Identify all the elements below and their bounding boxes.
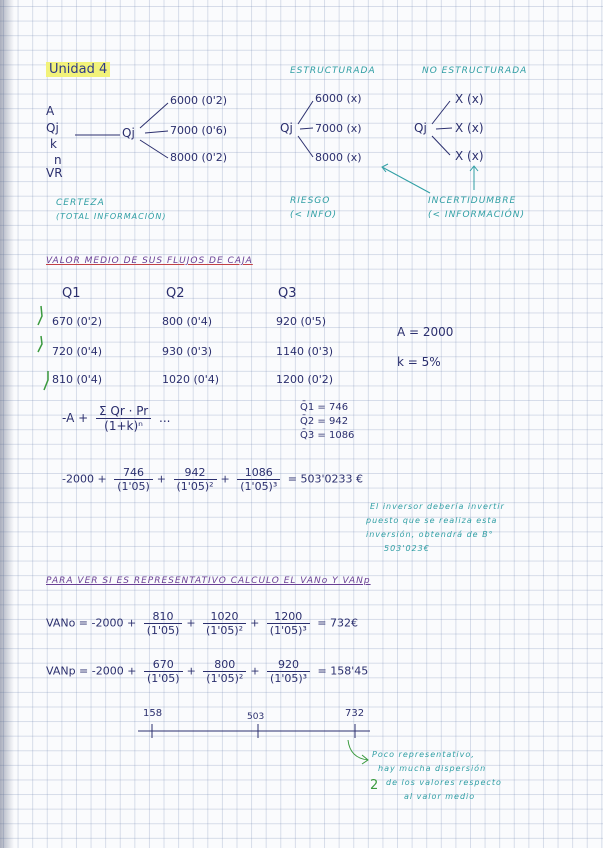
calc1-den: (1'05)	[117, 480, 150, 493]
note1-line-3: inversión, obtendrá de B°	[366, 530, 494, 539]
general-formula	[62, 404, 170, 433]
table-cell: 920 (0'5)	[276, 315, 327, 328]
section1-title: VALOR MEDIO DE SUS FLUJOS DE CAJA	[46, 256, 253, 266]
table-cell: 800 (0'4)	[162, 315, 213, 328]
table-cell: 1020 (0'4)	[162, 373, 220, 386]
table-cell: 720 (0'4)	[52, 345, 103, 358]
calc1-den: (1'05)³	[240, 480, 278, 493]
van-p-term	[144, 658, 183, 685]
calc1-term	[174, 466, 217, 493]
van-p-term	[203, 658, 246, 685]
tree2-branch-2: 7000 (x)	[315, 122, 362, 135]
van-o-den: (1'05)	[146, 624, 180, 637]
van-p-num: 670	[144, 658, 183, 672]
table-cell: 810 (0'4)	[52, 373, 103, 386]
note1-line-4: 503'023€	[384, 544, 430, 553]
tree3-branch-3: X (x)	[455, 149, 484, 163]
van-p-den: (1'05)²	[206, 672, 244, 685]
calc1-den: (1'05)²	[176, 480, 214, 493]
left-label-qj: Qj	[46, 121, 59, 135]
tree2-node: Qj	[280, 121, 293, 135]
calc1-term	[114, 466, 153, 493]
numberline-label-mid: 503	[247, 712, 265, 722]
calc1-num: 746	[114, 466, 153, 480]
tree2-branch-3: 8000 (x)	[315, 151, 362, 164]
van-p-den: (1'05)³	[270, 672, 308, 685]
tree3-branch-2: X (x)	[455, 121, 484, 135]
mean-q2: Q̄2 = 942	[300, 416, 349, 427]
note1-line-2: puesto que se realiza esta	[366, 516, 498, 525]
formula-tail: ...	[159, 411, 171, 425]
tree1-node: Qj	[122, 126, 135, 140]
note2-line-3: de los valores respecto	[386, 778, 502, 787]
van-pessimistic-calculation: VANp = -2000 + $\frac{670}{(1'05)}$ + $\frac{800}{\text{(1'05)²}}$ + $\frac{920}{\text{(1'05)³}}$ = 158'45	[46, 658, 369, 685]
note2-mark: 2	[370, 778, 379, 793]
tree3-branch-1: X (x)	[455, 92, 484, 106]
tree1-branch-2: 7000 (0'6)	[170, 124, 228, 137]
van-p-lead: -2000 +	[91, 664, 137, 678]
mean-q3: Q̄3 = 1086	[300, 430, 355, 441]
tree2-branch-1: 6000 (x)	[315, 92, 362, 105]
formula-lead: -A +	[62, 411, 89, 425]
table-cell: 1200 (0'2)	[276, 373, 334, 386]
tree1-branch-3: 8000 (0'2)	[170, 151, 228, 164]
table-header-q1: Q1	[62, 286, 81, 301]
tree3-caption-1: INCERTIDUMBRE	[428, 196, 517, 206]
note2-line-2: hay mucha dispersión	[378, 764, 487, 773]
table-cell: 1140 (0'3)	[276, 345, 334, 358]
van-o-num: 1020	[203, 610, 246, 624]
left-label-vr: VR	[46, 166, 63, 180]
numberline-label-min: 158	[143, 708, 163, 719]
calc1-result: = 503'0233 €	[287, 472, 363, 486]
calc1-num: 1086	[237, 466, 280, 480]
van-o-den: (1'05)²	[206, 624, 244, 637]
calc1-term	[237, 466, 280, 493]
van-p-num: 800	[203, 658, 246, 672]
table-cell: 670 (0'2)	[52, 315, 103, 328]
tree3-heading: NO ESTRUCTURADA	[422, 66, 528, 76]
formula-fraction	[96, 404, 151, 433]
tree2-heading: ESTRUCTURADA	[290, 66, 376, 76]
tree3-caption-2: (< INFORMACIÓN)	[428, 210, 526, 220]
van-o-term	[144, 610, 183, 637]
van-p-label: VANp =	[46, 664, 89, 678]
van-p-num: 920	[267, 658, 310, 672]
note1-line-1: El inversor debería invertir	[370, 502, 505, 511]
van-o-num: 1200	[267, 610, 310, 624]
van-o-result: = 732€	[317, 616, 359, 630]
tree1-branch-1: 6000 (0'2)	[170, 94, 228, 107]
tree2-caption-1: RIESGO	[290, 196, 331, 206]
van-o-term	[267, 610, 310, 637]
van-o-label: VANo =	[46, 616, 89, 630]
tree1-caption-2: (TOTAL INFORMACIÓN)	[56, 212, 167, 221]
van-o-den: (1'05)³	[269, 624, 307, 637]
van-p-term	[267, 658, 310, 685]
table-header-q2: Q2	[166, 286, 185, 301]
calc1-num: 942	[174, 466, 217, 480]
tree3-node: Qj	[414, 121, 427, 135]
left-label-a: A	[46, 104, 55, 118]
tree1-caption-1: CERTEZA	[56, 198, 105, 208]
table-header-q3: Q3	[278, 286, 297, 301]
van-o-lead: -2000 +	[91, 616, 137, 630]
formula-denominator: (1+k)ⁿ	[104, 419, 143, 433]
left-label-n: n	[54, 153, 62, 167]
section2-title: PARA VER SI ES REPRESENTATIVO CALCULO EL VANo Y VANp	[46, 576, 371, 586]
param-k: k = 5%	[397, 355, 441, 369]
van-p-result: = 158'45	[317, 664, 369, 678]
unit-title-text: Unidad 4	[46, 62, 110, 77]
numberline-label-max: 732	[345, 708, 365, 719]
note2-line-4: al valor medio	[404, 792, 476, 801]
note2-line-1: Poco representativo,	[372, 750, 475, 759]
mean-q1: Q̄1 = 746	[300, 402, 349, 413]
left-label-k: k	[50, 137, 57, 151]
van-optimistic-calculation: VANo = -2000 + $\frac{810}{(1'05)}$ + $\frac{1020}{\text{(1'05)²}}$ + $\frac{1200}{\text{(1'05)³}}$ = 732€	[46, 610, 359, 637]
table-cell: 930 (0'3)	[162, 345, 213, 358]
param-a: A = 2000	[397, 325, 454, 339]
formula-numerator: Σ Qr · Pr	[96, 404, 151, 419]
expected-van-calculation: -2000 + $\frac{746}{(1'05)}$ + $\frac{942}{\text{(1'05)²}}$ + $\frac{1086}{\text{(1'05)³}}$ = 503'0233 €	[62, 466, 363, 493]
van-o-term	[203, 610, 246, 637]
van-o-num: 810	[144, 610, 183, 624]
calc1-lead: -2000 +	[62, 472, 107, 486]
van-p-den: (1'05)	[146, 672, 180, 685]
unit-title	[46, 62, 110, 77]
tree2-caption-2: (< INFO)	[290, 210, 338, 220]
